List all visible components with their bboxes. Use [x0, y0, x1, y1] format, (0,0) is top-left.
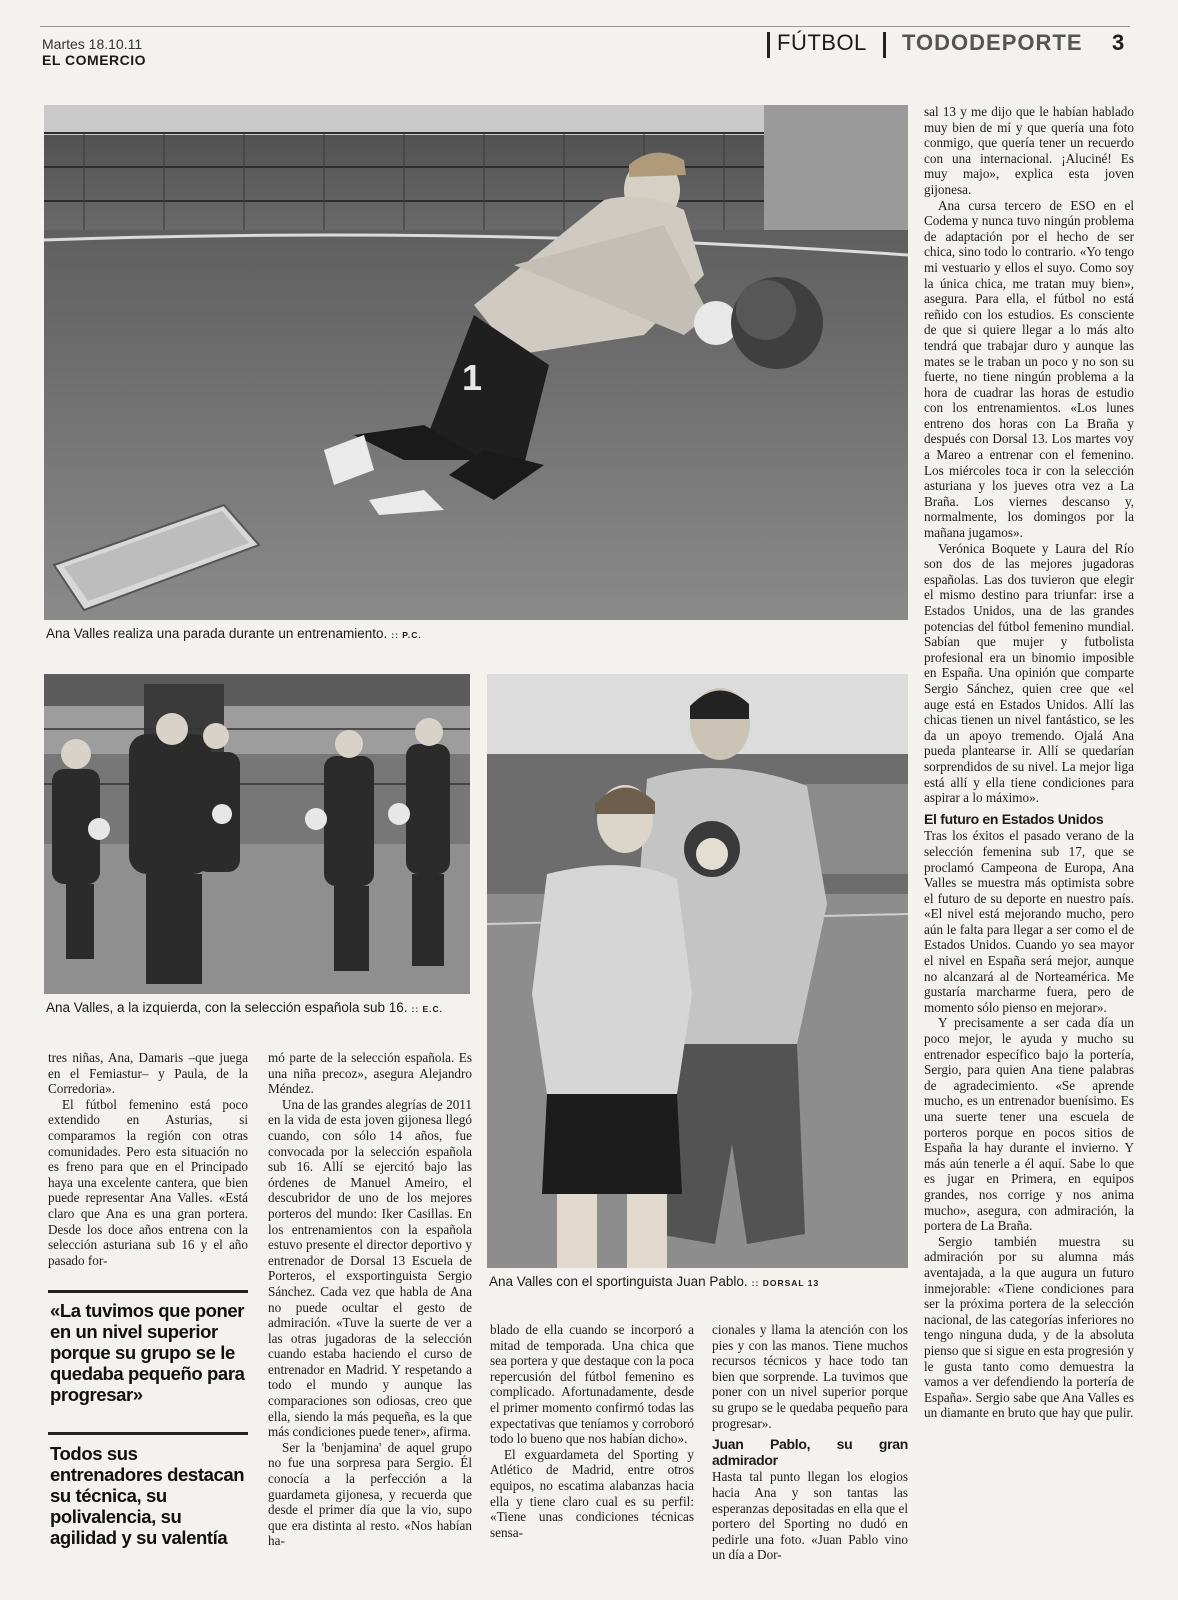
article-column-4 — [712, 1322, 908, 1563]
subheading-juan-pablo: Juan Pablo, su gran admirador — [712, 1436, 908, 1468]
pull-quote-rule — [48, 1290, 248, 1293]
paragraph: mó parte de la selección española. Es una niña precoz», asegura Alejandro Méndez. — [268, 1050, 472, 1097]
paragraph: sal 13 y me dijo que le habían hablado muy bien de mí y que quería una foto conmigo, que quería tener un recuerdo con una internacional. ¡Aluciné! Es muy majo», explica esta joven gijonesa. — [924, 104, 1134, 197]
photo-goalkeeper-dive — [44, 105, 908, 620]
caption-team-photo — [46, 1000, 443, 1015]
subheading-future-usa: El futuro en Estados Unidos — [924, 810, 1104, 827]
article-column-right — [924, 104, 1134, 1421]
paragraph: Sergio también muestra su admiración por su alumna más aventajada, a la que augura un futuro inmejorable: «Tiene condiciones para ser la próxima portera de la selección nacional, de las categorías inferiores no tengo ninguna duda, y de la absoluta pienso que si sigue en esta progresión y le gusta tanto como demuestra la vamos a ver defendiendo la portería de España». Sergio sabe que Ana Valles es un diamante en bruto que hay que pulir. — [924, 1233, 1134, 1421]
svg-text:1: 1 — [462, 357, 483, 398]
paragraph: Ana cursa tercero de ESO en el Codema y nunca tuvo ningún problema de adaptación por el hecho de ser chica, sino todo lo contrario. «Yo tengo mi vestuario y ellos el suyo. Como soy la única chica, me tratan muy bien», asegura. Para ella, el fútbol no está reñido con los estudios. Es consciente de que si quiere llegar a lo más alto tendrá que trabajar duro y aunque las mates se le traban un poco y no son su fuerte, no tiene ningún problema a la hora de cuadrar las horas de estudio con los entrenamientos. «Los lunes entreno dos horas con La Braña y después con Dorsal 13. Los martes voy a Mareo a entrenar con el femenino. Los miércoles toca ir con la selección asturiana y los jueves otra vez a La Braña. Los viernes descanso y, normalmente, los domingos por la mañana jugamos». — [924, 197, 1134, 541]
paragraph: blado de ella cuando se incorporó a mitad de temporada. Una chica que sea portera y que destaque con la poca repercusión del fútbol femenino es complicado. Afortunadamente, desde el primer momento confirmó todas las expectativas que teníamos y corroboró todo lo bueno que nos habían dicho». — [490, 1322, 694, 1447]
caption-top-photo — [46, 626, 422, 641]
paragraph: Y precisamente a ser cada día un poco mejor, le ayuda y mucho su entrenador específico bajo la portería, Sergio, para quien Ana tiene palabras de agradecimiento. «Se aprende mucho, es un entrenador buenísimo. Es una suerte tener una escuela de porteros porque en pocos sitios de España la hay durante el invierno. Y más aún tenerle a él aquí. Sabe lo que es jugar en Primera, en equipos grandes, nos corrige y nos anima mucho», asegura, con admiración, la portera de La Braña. — [924, 1015, 1134, 1234]
supplement-name: TODODEPORTE — [902, 30, 1083, 55]
header-divider — [767, 32, 770, 58]
caption-text: Ana Valles realiza una parada durante un entrenamiento. — [46, 626, 388, 641]
paragraph: Verónica Boquete y Laura del Río son dos de las mejores jugadoras españolas. Las dos tuvieron que elegir el mismo destino para triunfar: irse a Estados Unidos, una de las grandes potencias del fútbol femenino mundial. Sabían que mujer y futbolista profesional era un binomio imposible en España. Una opinión que comparte Sergio Sánchez, quien cree que «el auge está en Estados Unidos. Allí las chicas tienen un nivel fantástico, se les da un apoyo tremendo. Ojalá Ana pueda plantearse ir. Allí se quedarían sorprendidos de su nivel. La mejor liga está allí y ella tiene condiciones para aspirar a lo máximo». — [924, 540, 1134, 806]
paragraph: El fútbol femenino está poco extendido en Asturias, si comparamos la región con otras comunidades. Pero esta situación no es freno para que en el Principado haya una excelente cantera, que bien puede representar Ana Valles. «Está claro que Ana es una gran portera. Desde los doce años entrena con la selección asturiana sub 16 y el año pasado for- — [48, 1096, 248, 1268]
caption-text: Ana Valles con el sportinguista Juan Pablo. — [489, 1274, 748, 1289]
issue-date: Martes 18.10.11 — [42, 36, 143, 52]
article-column-1 — [48, 1050, 248, 1268]
paragraph: cionales y llama la atención con los pies y con las manos. Tiene muchos recursos técnicos y hace todo tan bien que sorprende. La tuvimos que poner con un nivel superior porque su grupo se le quedaba pequeño para progresar». — [712, 1322, 908, 1431]
photo-credit: :: DORSAL 13 — [751, 1278, 820, 1288]
caption-juan-pablo-photo — [489, 1274, 819, 1289]
section-name: FÚTBOL — [777, 30, 867, 55]
paragraph: tres niñas, Ana, Damaris –que juega en el Femiastur– y Paula, de la Corredoria». — [48, 1050, 248, 1097]
paragraph: Hasta tal punto llegan los elogios hacia Ana y son tantas las esperanzas depositadas en ella que el portero del Sporting no dudó en pedirle una foto. «Juan Pablo vino un día a Dor- — [712, 1469, 908, 1563]
paragraph: Una de las grandes alegrías de 2011 en la vida de esta joven gijonesa llegó cuando, con sólo 14 años, fue convocada por la selección española sub 16. Allí se ejercitó bajo las órdenes de Manuel Ameiro, el descubridor de uno de los mejores porteros del mundo: Iker Casillas. En los entrenamientos con la española estuvo presente el director deportivo y entrenador de Dorsal 13 Escuela de Porteros, el exsportinguista Sergio Sánchez. Cada vez que habla de Ana no puede ocultar el gesto de admiración. «Tuve la suerte de ver a las otras jugadoras de la selección cuando estaba haciendo el curso de entrenador en Madrid. Y respetando a todo el mundo y aunque las comparaciones son odiosas, creo que ella, siendo la más pequeña, es la que más condiciones puede tener», afirma. — [268, 1096, 472, 1440]
pull-quote-rule — [48, 1432, 248, 1435]
photo-credit: :: E.C. — [411, 1004, 444, 1014]
article-column-3 — [490, 1322, 694, 1540]
paragraph: Tras los éxitos el pasado verano de la selección femenina sub 17, que se proclamó Campeona de Europa, Ana Valles se muestra más optimista sobre el futuro de su deporte en nuestro país. «El nivel está mejorando mucho, pero aún le falta para llegar a ser como el de Estados Unidos. Cuando yo sea mayor el nivel en España será mejor, aunque no alcanzará al de Norteamérica. Me gustaría marcharme fuera, pero de momento sólo pienso en mejorar». — [924, 828, 1134, 1015]
caption-text: Ana Valles, a la izquierda, con la selección española sub 16. — [46, 1000, 408, 1015]
article-column-2 — [268, 1050, 472, 1549]
pull-quote-entrenadores: Todos sus entrenadores destacan su técnica, su polivalencia, su agilidad y su valentía — [50, 1443, 245, 1548]
pull-quote-nivel-superior: «La tuvimos que poner en un nivel superior porque su grupo se le quedaba pequeño para progresar» — [50, 1300, 245, 1405]
newspaper-name: EL COMERCIO — [42, 52, 147, 68]
paragraph: Ser la 'benjamina' de aquel grupo no fue una sorpresa para Sergio. Él conocía a la perfección a la guardameta gijonesa, y recuerda que desde el primer día que la vio, supo que era distinta al resto. «Nos habían ha- — [268, 1439, 472, 1549]
page-number: 3 — [1112, 30, 1125, 55]
photo-national-team — [44, 674, 470, 994]
photo-with-juan-pablo — [487, 674, 908, 1268]
header-rule — [40, 26, 1130, 27]
header-divider — [883, 32, 886, 58]
paragraph: El exguardameta del Sporting y Atlético de Madrid, entre otros equipos, no escatima alabanzas hacia ella y tiene claro cual es su perfil: «Tiene unas condiciones técnicas sensa- — [490, 1446, 694, 1540]
photo-credit: :: P.C. — [391, 630, 422, 640]
